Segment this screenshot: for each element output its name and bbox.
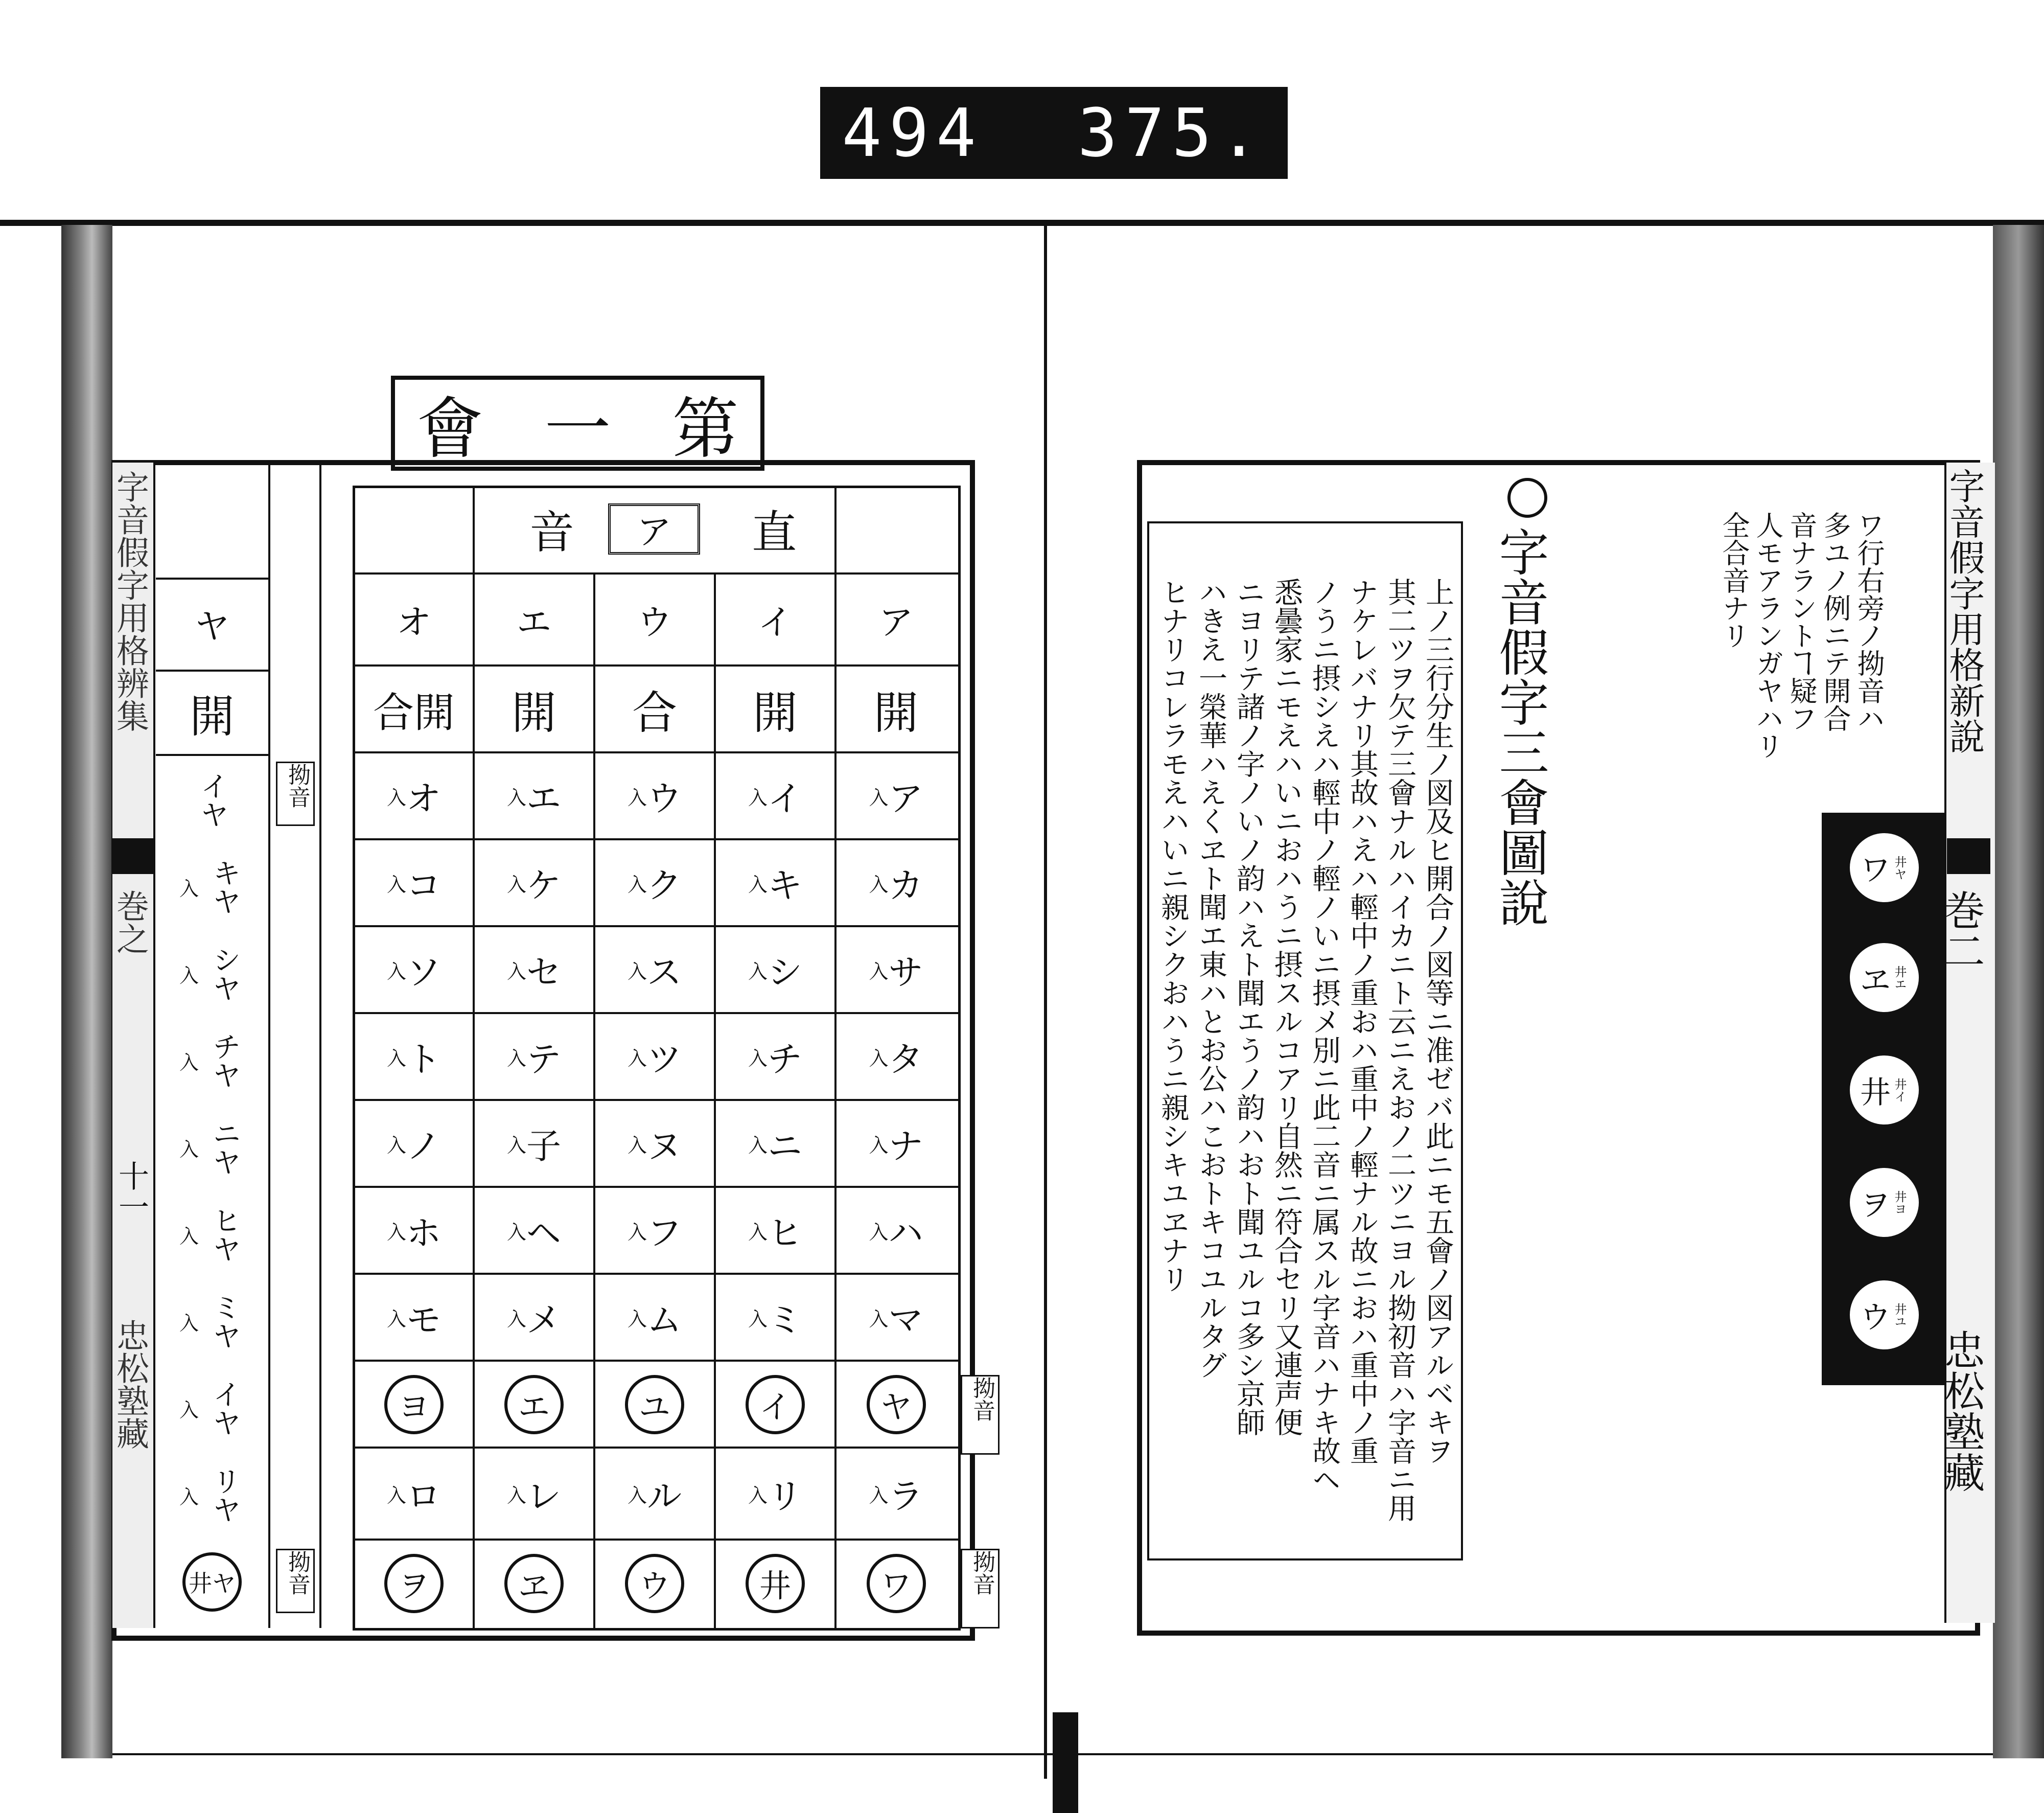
body-line: ノうニ摂シえハ輕中ノ輕ノいニ摂メ別ニ此二音ニ属スル字音ハナキ故ヘ [1308,578,1341,1494]
kana-cell: 入 ヌ [627,1127,682,1167]
right-page-spine [1993,225,2044,1758]
note-line: 人モアランガヤハリ [1752,511,1784,760]
kana-cell: 入 ノ [386,1127,442,1167]
yoon-row: 入 ヒヤ [179,1206,241,1263]
kaigo-a: 開 [873,686,919,739]
kana-cell: 入 モ [386,1300,442,1341]
body-line: ナケレバナリ其故ハえハ輕中ノ重おハ重中ノ輕ナル故ニおハ重中ノ重 [1345,578,1379,1465]
kana-cell: 入 タ [869,1040,923,1080]
kana-cell: 入 テ [506,1040,562,1080]
kana-cell: 入 ト [386,1040,442,1080]
grid-hline [353,1099,958,1101]
kana-circle-cell: ウ [595,1541,714,1625]
page-bottom-edge [112,1753,1993,1755]
kana-cell: 入 オ [386,779,442,819]
right-margin-title: 字音假字用格新說 [1943,468,1985,754]
ya-h3 [156,754,268,756]
bookmark-ribbon [1053,1712,1078,1813]
yoon-row: 入 リヤ [179,1466,241,1524]
header-a-box: ア [595,488,713,570]
bottom-side-label: 拗音 [276,1549,315,1613]
left-margin-title: 字音假字用格辨集 [111,470,149,732]
kana-circle-cell: ワ [837,1541,956,1625]
grid-hline [353,1012,958,1014]
kana-cell: 入 ソ [386,953,442,993]
header-straight: 直 [751,506,797,559]
yoon-row: 入 ミヤ [179,1293,241,1350]
kana-cell: 入 ニ [748,1127,803,1167]
kana-cell: 入 ウ [627,779,682,819]
body-line: ハきえ一榮華ハえくヱト聞エ東ハとお公ハこおトキコユルタグ [1194,578,1227,1379]
kana-cell: 入 ロ [386,1477,442,1517]
right-margin-fishtail [1947,838,1990,874]
kana-cell: 入 イ [748,779,803,819]
kana-cell: 入 メ [506,1300,562,1341]
kana-circle-cell: ヨ [355,1362,473,1447]
kana-cell: 入 ム [627,1300,682,1341]
panel-circle: ヲ 井ヨ [1850,1168,1919,1237]
body-line: ニヨリテ諸ノ字ノいノ韵ハえト聞エうノ韵ハおト聞ユルコ多シ京師 [1232,578,1265,1436]
yoon-tag-lower: 拗音 [961,1549,1000,1628]
right-margin-publisher: 忠松塾藏 [1937,1329,1985,1493]
yoon-tag-upper: 拗音 [961,1375,1000,1455]
grid-hline [353,838,958,840]
yoon-row: 入 シヤ [179,945,241,1002]
kaigo-i: 開 [752,686,798,739]
kana-cell: 入 子 [506,1127,562,1167]
book-top-edge [0,220,2044,226]
kana-cell: 入 ヘ [506,1213,562,1254]
yoon-row-circle: 井ヤ [156,1539,268,1625]
ya-h2 [156,670,268,672]
kana-cell: 入 フ [627,1213,682,1254]
kana-cell: 入 ク [627,866,682,906]
vowel-a: ア [878,603,914,643]
left-margin-page: 十一 [113,1160,149,1222]
kana-cell: 入 リ [748,1477,803,1517]
kana-cell: 入 チ [748,1040,803,1080]
yoon-row: イヤ [196,771,229,829]
kana-circle-cell: 井 [716,1541,834,1625]
grid-hline [353,572,958,575]
kana-cell: 入 ハ [869,1213,923,1254]
kana-circle-cell: ヤ [837,1362,956,1447]
kana-cell: 入 キ [748,866,803,906]
kana-cell: 入 ケ [506,866,562,906]
right-title: 字音假字三會圖說 [1491,526,1549,927]
panel-circle: ワ 井ヤ [1850,833,1919,902]
kana-cell: 入 シ [748,953,803,993]
note-line: 多ユノ例ニテ開合 [1819,511,1851,732]
kana-cell: 入 ラ [869,1477,923,1517]
kana-cell: 入 レ [506,1477,562,1517]
body-line: 上ノ三行分生ノ図及ヒ開合ノ図等ニ准ゼバ此ニモ五會ノ図アルベキヲ [1421,578,1454,1465]
grid-hline [353,751,958,753]
right-margin-vol: 巻二 [1937,889,1985,971]
kana-cell: 入 ア [869,779,923,819]
yoon-row: 入 イヤ [179,1380,241,1437]
grid-hline [353,1186,958,1188]
kana-cell: 入 カ [869,866,923,906]
kana-cell: 入 ル [627,1477,682,1517]
kana-cell: 入 マ [869,1300,923,1341]
right-note [1717,511,1886,797]
kana-cell: 入 サ [869,953,923,993]
kana-circle-cell: ユ [595,1362,714,1447]
kana-cell: 入 ス [627,953,682,993]
grid-hline [353,1273,958,1275]
right-body-text [1150,578,1456,1549]
body-line: 悉曇家ニモえハいニおハうニ摂スルコアリ自然ニ符合セリ又連声便 [1270,578,1303,1436]
ya-col-label: ヤ [194,606,229,647]
grid-hline [353,1447,958,1449]
kana-circle-cell: ヱ [475,1541,593,1625]
kana-circle-cell: ヲ [355,1541,473,1625]
chapter-title: 第一會 [416,389,800,468]
vowel-u: ウ [637,603,672,643]
left-page-spine [61,225,112,1758]
right-title-circle [1507,478,1547,518]
left-margin-publisher: 忠松塾藏 [111,1319,149,1450]
catalog-number: 494 375. [842,94,1266,172]
vowel-e: エ [516,603,551,643]
yoon-row: 入 チヤ [179,1032,241,1089]
header-on: 音 [529,506,574,559]
kana-cell: 入 エ [506,779,562,819]
panel-circle: ヱ 井エ [1850,943,1919,1012]
ya-h1 [156,578,268,580]
vowel-o: オ [396,603,431,643]
grid-hline [353,1539,958,1541]
grid-hline [353,925,958,927]
ya-side-border [319,463,321,1628]
note-line: ワ行右旁ノ拗音ハ [1853,511,1885,732]
ya-col-right-border [268,463,270,1628]
kana-cell: 入 ツ [627,1040,682,1080]
kaigo-u: 合 [632,686,677,739]
left-margin-fishtail [112,838,153,874]
kana-cell: 入 ナ [869,1127,923,1167]
kana-cell: 入 ミ [748,1300,803,1341]
ya-side-label: 拗音 [276,762,315,826]
body-line: ヒナリコレラモえハいニ親シクおハうニ親シキユヱナリ [1156,578,1190,1293]
chapter-title-box [391,376,800,471]
kana-cell: 入 セ [506,953,562,993]
grid-hline [353,664,958,667]
panel-circle: ウ 井ユ [1850,1280,1919,1349]
note-line: 全合音ナリ [1718,511,1750,649]
kaigo-o: 合開 [373,689,455,737]
catalog-label [820,87,1288,179]
note-line: 音ナラントヿ疑フ [1785,511,1818,732]
kana-circle-cell: イ [716,1362,834,1447]
yoon-row: 入 キヤ [179,858,241,915]
vowel-i: イ [757,603,793,643]
body-line: 其二ツヲ欠テ三會ナルハイカニト云ニえおノ二ツニヨル拗初音ハ字音ニ用 [1383,578,1416,1522]
gutter-line [1044,225,1047,1779]
ya-col-kai: 開 [189,690,235,743]
kana-circle-cell: エ [475,1362,593,1447]
kana-cell: 入 ホ [386,1213,442,1254]
panel-circle: 井 井イ [1850,1055,1919,1124]
kana-cell: 入 コ [386,866,442,906]
kana-cell: 入 ヒ [748,1213,803,1254]
kaigo-e: 開 [511,686,556,739]
grid-hline [353,1360,958,1362]
left-margin-vol: 巻之 [111,889,149,955]
yoon-row: 入 ニヤ [179,1119,241,1176]
